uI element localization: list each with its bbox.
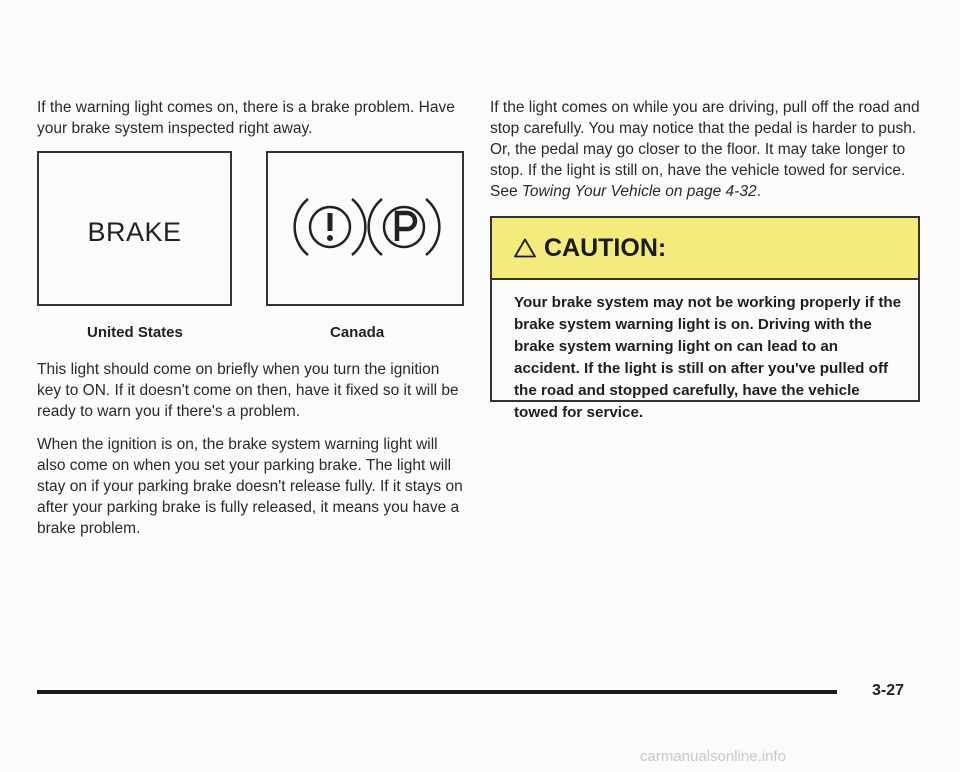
paragraph-driving-end: . xyxy=(756,183,761,200)
page-number: 3-27 xyxy=(872,682,905,699)
caution-header xyxy=(492,218,918,280)
right-column xyxy=(490,97,930,421)
left-column xyxy=(37,97,467,551)
us-brake-lamp xyxy=(37,151,232,306)
brake-lamp-text: BRAKE xyxy=(87,217,182,247)
caution-box xyxy=(490,216,920,421)
paragraph-parking-brake: When the ignition is on, the brake system warning light will also come on when you set your parking brake. The light will stay on if your parking brake doesn't release fully. If it stays on after your parking brake is fully released, it means you have a brake problem. xyxy=(37,436,463,537)
watermark: carmanualsonline.info xyxy=(640,748,786,765)
paragraph-ignition: This light should come on briefly when you turn the ignition key to ON. If it doesn't come on then, have it fixed so it will be ready to warn you if there's a problem. xyxy=(37,361,459,420)
paragraph-warning-light: If the warning light comes on, there is a brake problem. Have your brake system inspected right away. xyxy=(37,99,455,137)
warning-triangle-icon xyxy=(514,238,536,258)
warning-lamp-figures xyxy=(37,151,467,359)
caution-title: CAUTION: xyxy=(544,233,667,262)
footer-rule xyxy=(37,690,837,694)
paragraph-driving xyxy=(490,97,930,202)
caution-text: Your brake system may not be working properly if the brake system warning light is on. Driving with the brake system warning light on can lead to an accident. If the light is still on after you've pulled off the road and stopped carefully, have the vehicle towed for service. xyxy=(514,294,902,421)
paragraph-driving-text: If the light comes on while you are driving, pull off the road and stop carefully. You may notice that the pedal is harder to push. Or, the pedal may go closer to the floor. It may take longer to stop. If the light is still on, have the vehicle towed for service. See xyxy=(490,99,920,200)
us-lamp-caption: United States xyxy=(87,324,183,341)
parking-brake-icon xyxy=(369,199,440,255)
brake-warning-icon xyxy=(268,153,462,304)
towing-reference: Towing Your Vehicle on page 4-32 xyxy=(521,183,757,200)
canada-brake-lamp xyxy=(266,151,464,306)
canada-lamp-caption: Canada xyxy=(330,324,385,341)
